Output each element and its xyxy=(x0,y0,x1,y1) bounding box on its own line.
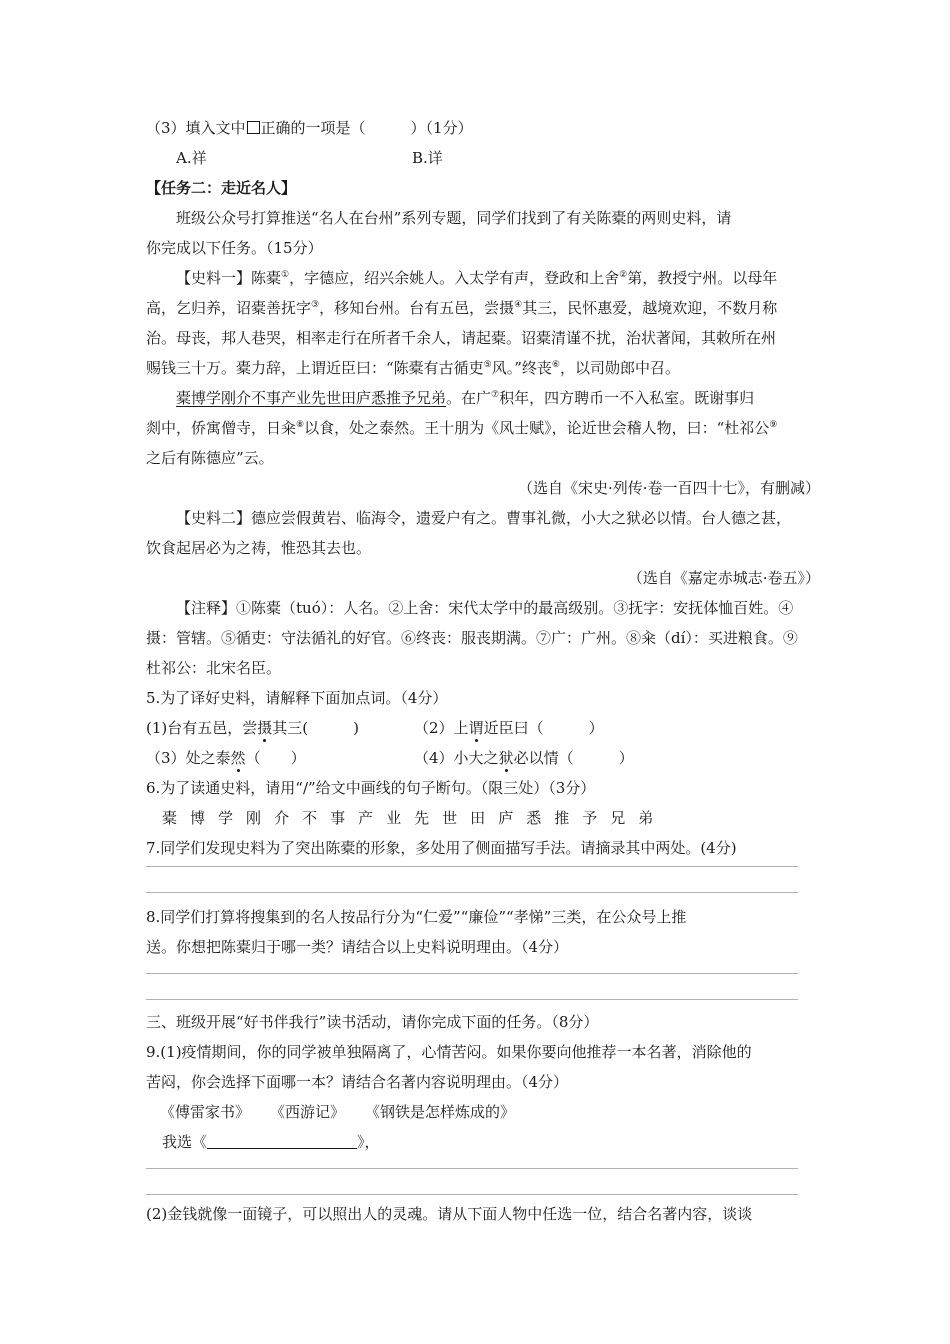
source1-line4: 赐钱三十万。橐力辞，上谓近臣曰：“陈橐有古循吏⑤风。”终丧⑥，以司勋郎中召。 xyxy=(146,359,681,377)
notes-line1: 【注释】①陈橐（tuó）：人名。②上舍：宋代太学中的最高级别。③抚字：安抚体恤百姓。④ xyxy=(176,599,794,617)
notes-line3: 杜祁公：北宋名臣。 xyxy=(146,659,282,677)
source1-line5: 橐博学刚介不事产业先世田庐悉推予兄弟。在广⑦积年，四方聘币一不入私室。既谢事归 xyxy=(176,389,755,407)
q7-answer-line-1[interactable] xyxy=(146,866,798,867)
source1-line6: 剡中，侨寓僧寺，日籴⑧以食，处之泰然。王十朋为《风士赋》，论近世会稽人物，曰：“杜祁公⑨ xyxy=(146,419,778,437)
underlined-sentence: 橐博学刚介不事产业先世田庐悉推予兄弟 xyxy=(176,389,447,407)
q5-item1: (1)台有五邑，尝摄其三( ) xyxy=(146,719,359,737)
q9-line2: 苦闷，你会选择下面哪一本？请结合名著内容说明理由。（4分） xyxy=(146,1073,569,1091)
q8-line1: 8.同学们打算将搜集到的名人按品行分为“仁爱”“廉俭”“孝悌”三类，在公众号上推 xyxy=(146,908,687,926)
book-steel: 《钢铁是怎样炼成的》 xyxy=(365,1103,516,1121)
q3-stem: （3）填入文中 正确的一项是（ ）（1分） xyxy=(146,119,473,137)
blank-box xyxy=(247,121,260,134)
q9-part2: (2)金钱就像一面镜子，可以照出人的灵魂。请从下面人物中任选一位，结合名著内容，谈谈 xyxy=(146,1205,753,1223)
task2-intro-line2: 你完成以下任务。（15分） xyxy=(146,239,323,257)
q9-choice-line: 我选《 》， xyxy=(162,1133,380,1151)
q9-choice-blank[interactable] xyxy=(207,1133,357,1149)
source1-citation: （选自《宋史·列传·卷一百四十七》，有删减） xyxy=(517,479,820,497)
q7-answer-line-2[interactable] xyxy=(146,892,798,893)
q8-answer-line-1[interactable] xyxy=(146,973,798,974)
q3-option-b: B.详 xyxy=(412,149,443,167)
q5-stem: 5.为了译好史料，请解释下面加点词。（4分） xyxy=(146,689,448,707)
q5-item2: （2）上谓近臣曰（ ） xyxy=(414,719,604,737)
q9-answer-line-1[interactable] xyxy=(146,1168,798,1169)
q5-item4: （4）小大之狱必以情（ ） xyxy=(414,749,634,767)
task2-heading: 【任务二：走近名人】 xyxy=(146,179,297,197)
q7-stem: 7.同学们发现史料为了突出陈橐的形象，多处用了侧面描写手法。请摘录其中两处。(4分) xyxy=(146,839,737,857)
source1-line1: 【史料一】陈橐①，字德应，绍兴余姚人。入太学有声，登政和上舍②第，教授宁州。以母年 xyxy=(176,269,778,287)
q3-option-a: A.祥 xyxy=(176,149,207,167)
section3-heading: 三、班级开展“好书伴我行”读书活动，请你完成下面的任务。（8分） xyxy=(146,1013,599,1031)
source2-line1: 【史料二】德应尝假黄岩、临海令，遗爱户有之。曹事礼微，小大之狱必以情。台人德之甚， xyxy=(176,509,792,527)
q9-line1: 9.(1)疫情期间，你的同学被单独隔离了，心情苦闷。如果你要向他推荐一本名著，消除他的 xyxy=(146,1043,752,1061)
notes-line2: 摄：管辖。⑤循吏：守法循礼的好官。⑥终丧：服丧期满。⑦广：广州。⑧籴（dí）：买进粮食。⑨ xyxy=(146,629,798,647)
source1-line2: 高，乞归养，诏橐善抚字③，移知台州。台有五邑，尝摄④其三，民怀惠爱，越境欢迎，不数月称 xyxy=(146,299,778,317)
q6-stem: 6.为了读通史料，请用“/”给文中画线的句子断句。（限三处）（3分） xyxy=(146,779,596,797)
q8-answer-line-2[interactable] xyxy=(146,999,798,1000)
q9-book-list xyxy=(160,1102,515,1122)
q6-sentence-chars[interactable]: 橐 博 学 刚 介 不 事 产 业 先 世 田 庐 悉 推 予 兄 弟 xyxy=(162,809,654,827)
source2-citation: （选自《嘉定赤城志·卷五》） xyxy=(627,569,820,587)
source2-line2: 饮食起居必为之祷，惟恐其去也。 xyxy=(146,539,372,557)
q9-answer-line-2[interactable] xyxy=(146,1194,798,1195)
source1-line3: 治。母丧，邦人巷哭，相率走行在所者千余人，请起橐。诏橐清谨不扰，治状著闻，其敕所在州 xyxy=(146,329,777,347)
book-fu-lei: 《傅雷家书》 xyxy=(160,1103,251,1121)
book-journey-west: 《西游记》 xyxy=(270,1103,346,1121)
q5-item3: （3）处之泰然（ ） xyxy=(146,749,306,767)
source1-line7: 之后有陈德应”云。 xyxy=(146,449,274,467)
q8-line2: 送。你想把陈橐归于哪一类？请结合以上史料说明理由。（4分） xyxy=(146,938,569,956)
task2-intro-line1: 班级公众号打算推送“名人在台州”系列专题，同学们找到了有关陈橐的两则史料，请 xyxy=(176,209,732,227)
